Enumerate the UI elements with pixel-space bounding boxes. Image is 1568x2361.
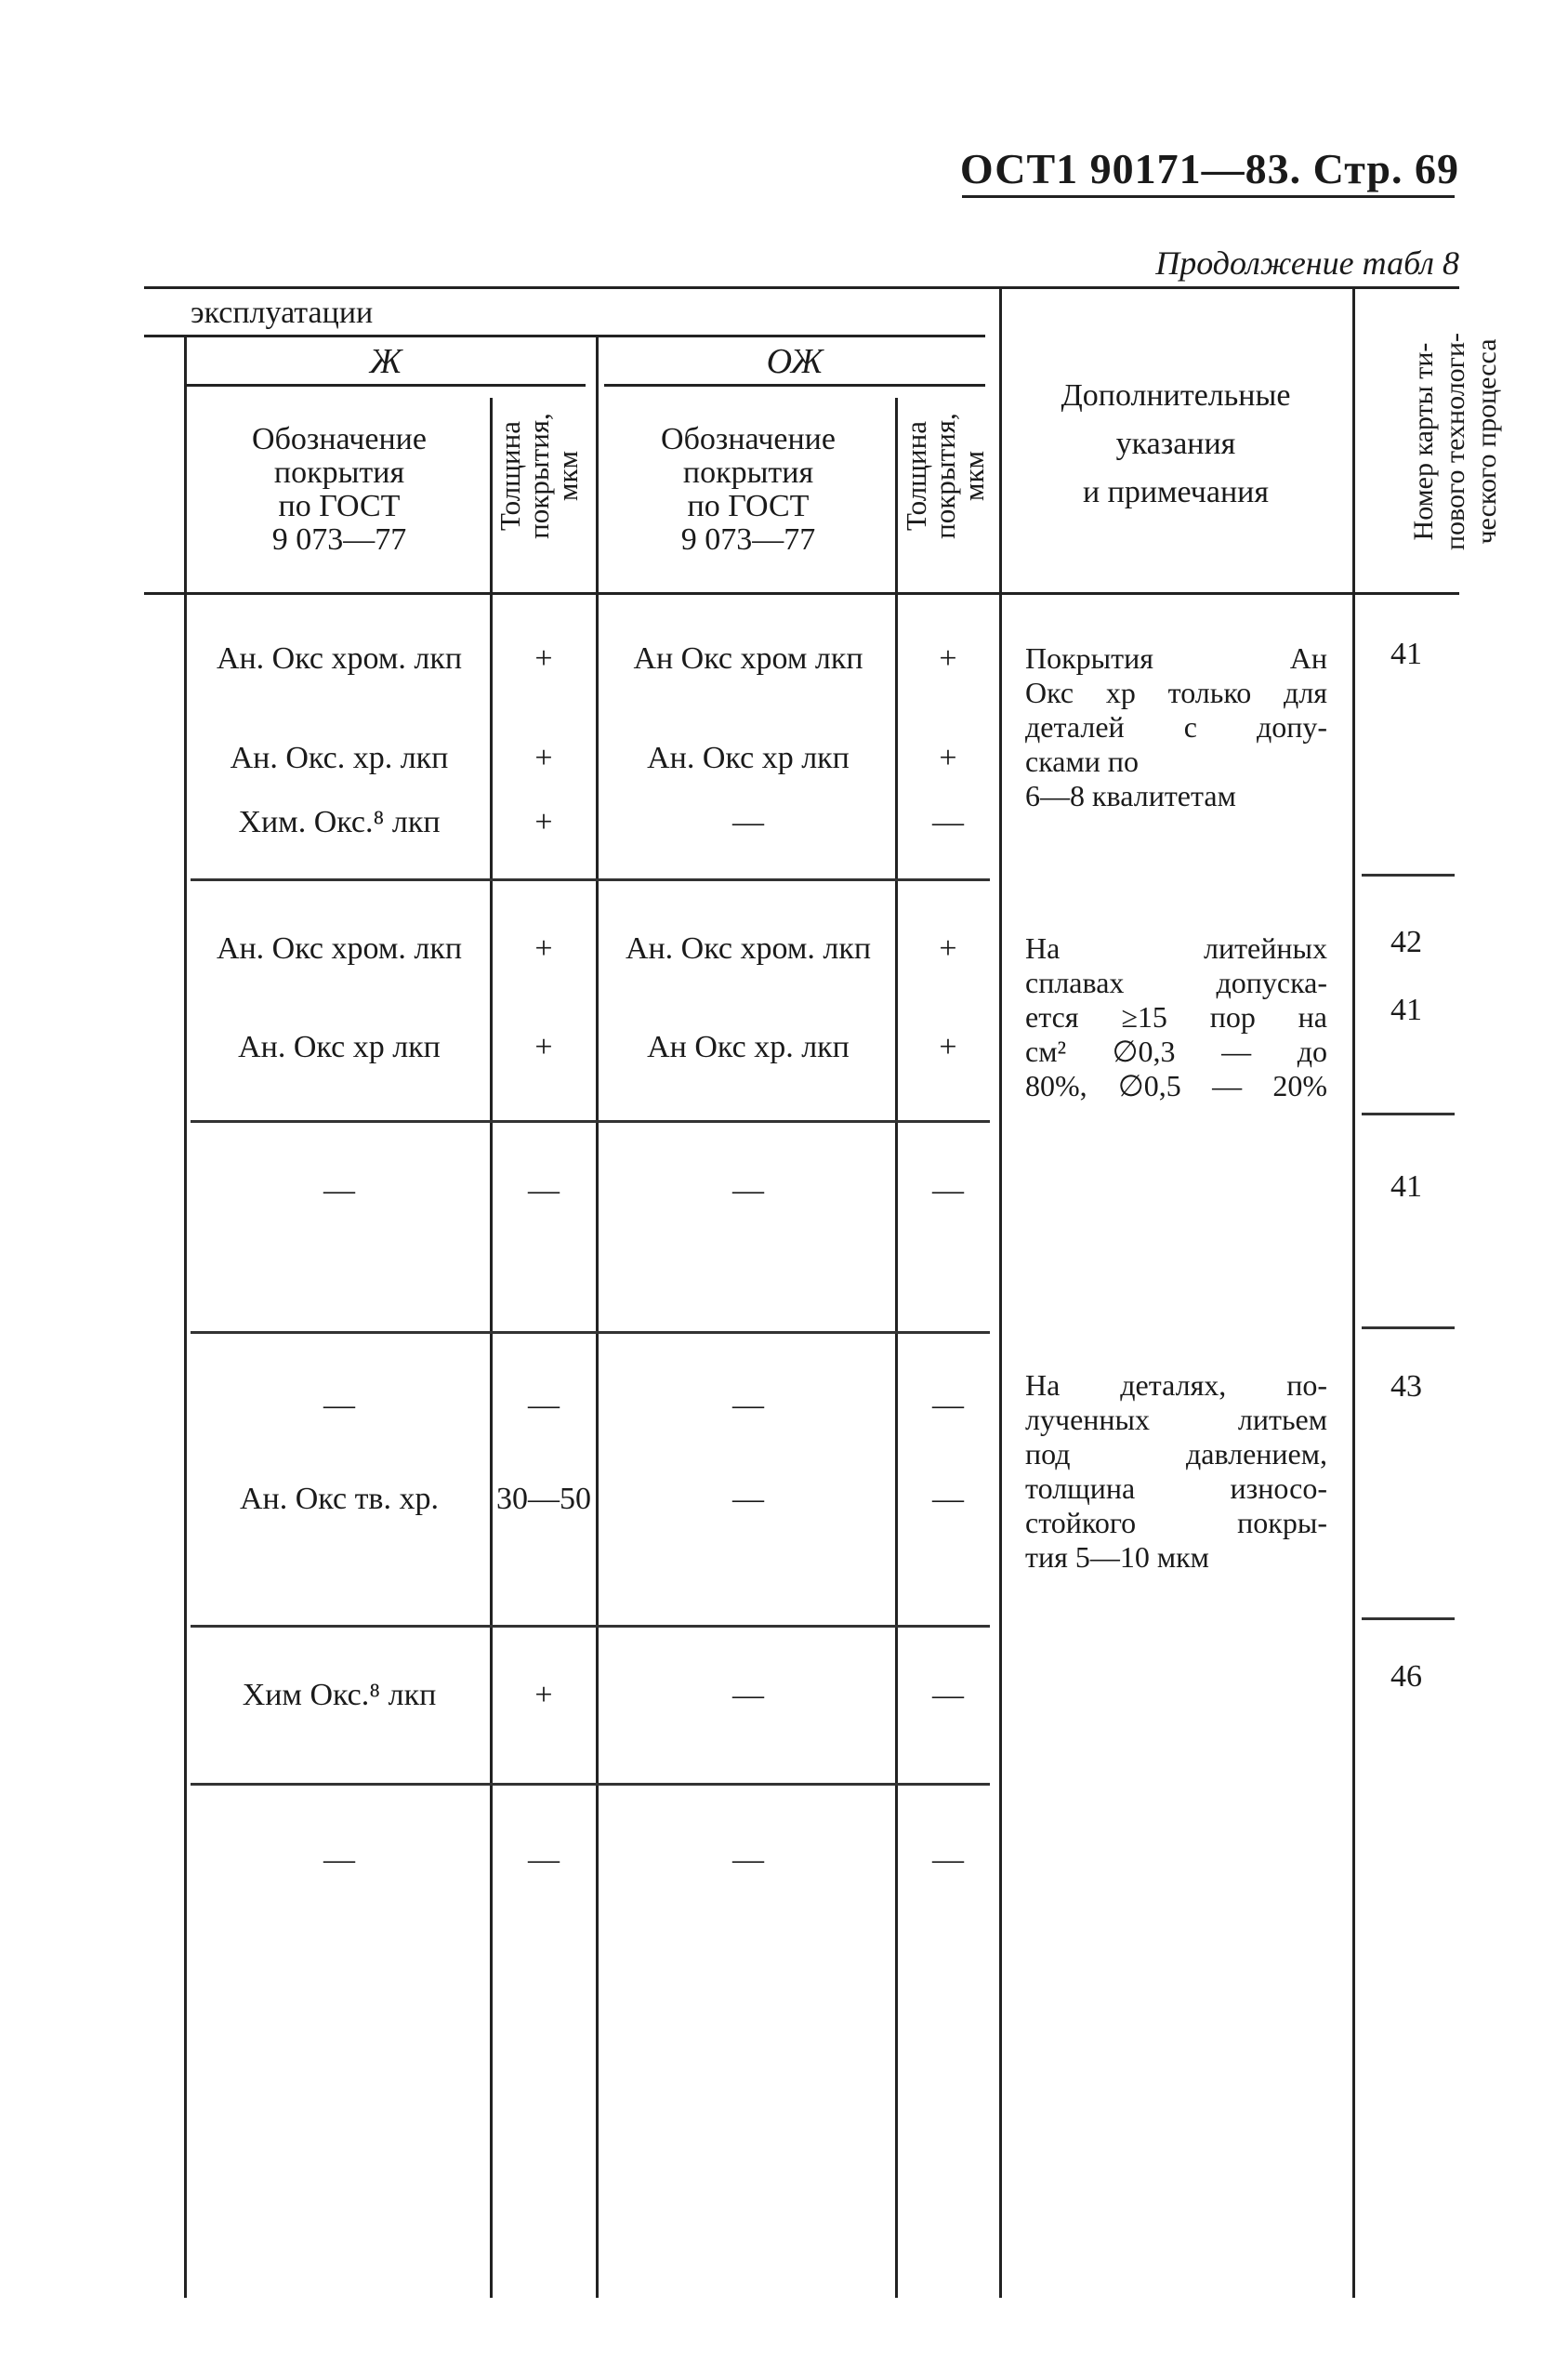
row1-zh-thick-3: + <box>534 805 553 839</box>
col-border-left <box>184 336 187 2298</box>
row6-zh-coating: — <box>323 1842 355 1877</box>
row2-card-1: 42 <box>1390 925 1422 959</box>
header-group-ozh: ОЖ <box>766 342 824 381</box>
header-additional-notes: Дополнительные указания и примечания <box>1061 378 1291 509</box>
row4-ozh-thick-2: — <box>932 1482 964 1516</box>
row2-note: На литейных сплавах допуска- ется ≥15 пор на см² ∅0,3 — до 80%, ∅0,5 — 20% <box>1025 931 1327 1102</box>
header-group-zh: Ж <box>369 342 402 381</box>
row3-separator-right <box>1362 1326 1455 1329</box>
row1-ozh-thick-3: — <box>932 805 964 839</box>
header-coating-ozh: Обозначение покрытия по ГОСТ 9 073—77 <box>661 422 836 557</box>
row1-note: Покрытия Ан Окс хр только для деталей с допу- сками по 6—8 квалитетам <box>1025 641 1327 812</box>
row2-separator-right <box>1362 1113 1455 1115</box>
row1-zh-thick-2: + <box>534 741 553 775</box>
row2-ozh-coating-2: Ан Окс хр. лкп <box>647 1030 850 1064</box>
header-thickness-zh: Толщина покрытия, мкм <box>494 413 584 539</box>
row2-card-2: 41 <box>1390 993 1422 1027</box>
row5-separator <box>191 1783 990 1786</box>
row5-ozh-coating: — <box>732 1678 764 1712</box>
row4-ozh-coating-2: — <box>732 1482 764 1516</box>
exploitation-rule <box>144 335 985 337</box>
row6-ozh-thick: — <box>932 1842 964 1877</box>
row4-separator-right <box>1362 1617 1455 1620</box>
table-top-rule <box>144 286 1459 289</box>
row2-ozh-coating-1: Ан. Окс хром. лкп <box>625 931 872 966</box>
row3-zh-coating: — <box>323 1173 355 1207</box>
row4-ozh-thick-1: — <box>932 1388 964 1422</box>
row4-zh-coating-2: Ан. Окс тв. хр. <box>240 1482 439 1516</box>
row3-separator <box>191 1331 990 1334</box>
row4-zh-thick-1: — <box>528 1388 560 1422</box>
row3-ozh-thick: — <box>932 1173 964 1207</box>
row3-card-1: 41 <box>1390 1169 1422 1204</box>
col-border-cards <box>1352 288 1355 2298</box>
table-continuation-label: Продолжение табл 8 <box>1155 244 1459 282</box>
row3-zh-thick: — <box>528 1173 560 1207</box>
header-thickness-ozh: Толщина покрытия, мкм <box>900 413 990 539</box>
col-border-notes <box>999 288 1002 2298</box>
header-exploitation: эксплуатации <box>191 296 374 330</box>
header-card-number: Номер карты ти- пового технологи- ческого процесса <box>1408 332 1502 551</box>
header-bottom-rule <box>144 592 1459 595</box>
row1-ozh-thick-2: + <box>939 741 957 775</box>
row2-zh-coating-1: Ан. Окс хром. лкп <box>216 931 463 966</box>
row2-ozh-thick-2: + <box>939 1030 957 1064</box>
row1-zh-coating-2: Ан. Окс. хр. лкп <box>230 741 449 775</box>
row2-ozh-thick-1: + <box>939 931 957 966</box>
header-coating-zh: Обозначение покрытия по ГОСТ 9 073—77 <box>252 422 427 557</box>
row4-separator <box>191 1625 990 1628</box>
row1-zh-coating-1: Ан. Окс хром. лкп <box>216 641 463 676</box>
row1-ozh-coating-1: Ан Окс хром лкп <box>633 641 863 676</box>
row5-card-1: 46 <box>1390 1659 1422 1694</box>
row1-zh-thick-1: + <box>534 641 553 676</box>
col-border-ozh-thick <box>895 398 898 2298</box>
document-title: ОСТ1 90171—83. Стр. 69 <box>959 145 1459 192</box>
row4-zh-coating-1: — <box>323 1388 355 1422</box>
row1-ozh-thick-1: + <box>939 641 957 676</box>
row4-zh-thick-2: 30—50 <box>496 1482 591 1516</box>
row1-card-1: 41 <box>1390 637 1422 671</box>
row1-ozh-coating-2: Ан. Окс хр лкп <box>647 741 850 775</box>
row1-separator-right <box>1362 874 1455 877</box>
row3-ozh-coating: — <box>732 1173 764 1207</box>
row4-ozh-coating-1: — <box>732 1388 764 1422</box>
row1-ozh-coating-3: — <box>732 805 764 839</box>
row6-ozh-coating: — <box>732 1842 764 1877</box>
row1-zh-coating-3: Хим. Окс.⁸ лкп <box>238 805 441 839</box>
row5-zh-coating: Хим Окс.⁸ лкп <box>242 1678 437 1712</box>
col-border-group <box>596 336 599 2298</box>
row2-zh-coating-2: Ан. Окс хр лкп <box>238 1030 441 1064</box>
row1-separator <box>191 878 990 881</box>
row4-card-1: 43 <box>1390 1369 1422 1404</box>
row2-zh-thick-1: + <box>534 931 553 966</box>
row2-separator <box>191 1120 990 1123</box>
row4-note: На деталях, по- лученных литьем под давлением, толщина износо- стойкого покры- тия 5—10 мкм <box>1025 1368 1327 1574</box>
row5-zh-thick: + <box>534 1678 553 1712</box>
row5-ozh-thick: — <box>932 1678 964 1712</box>
row6-zh-thick: — <box>528 1842 560 1877</box>
col-border-zh-thick <box>490 398 493 2298</box>
title-underline <box>962 195 1455 198</box>
row2-zh-thick-2: + <box>534 1030 553 1064</box>
